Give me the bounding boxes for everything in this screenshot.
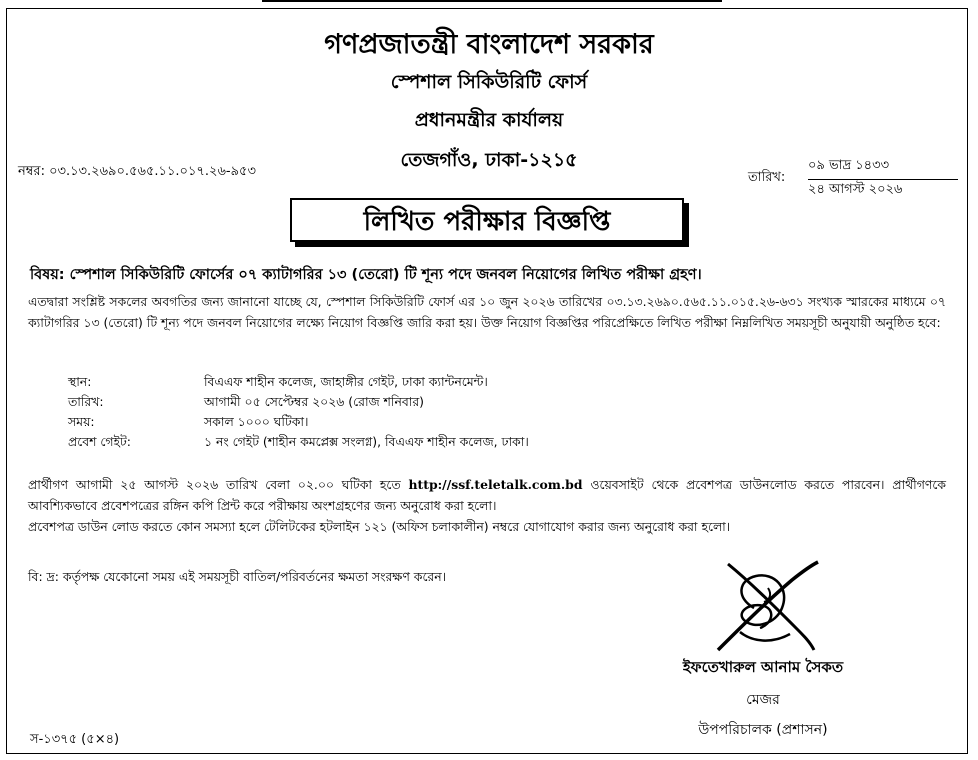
schedule-value: বিএএফ শাহীন কলেজ, জাহাঙ্গীর গেইট, ঢাকা ক্যান্টনমেন্ট। bbox=[204, 374, 488, 389]
schedule-label: প্রবেশ গেইট: bbox=[68, 434, 131, 449]
signatory-name: ইফতেখারুল আনাম সৈকত bbox=[682, 658, 844, 676]
schedule-label: স্থান: bbox=[68, 374, 92, 389]
date-english: ২৪ আগস্ট ২০২৬ bbox=[808, 182, 903, 197]
signatory-designation: উপপরিচালক (প্রশাসন) bbox=[698, 722, 828, 738]
admit-card-link[interactable]: http://ssf.teletalk.com.bd bbox=[408, 477, 583, 492]
subject-line: বিষয়: স্পেশাল সিকিউরিটি ফোর্সের ০৭ ক্যাটাগরির ১৩ (তেরো) টি শূন্য পদে জনবল নিয়োগের লিখিত পরীক্ষা গ্রহণ। bbox=[30, 267, 702, 283]
schedule-value: ১ নং গেইট (শাহীন কমপ্লেক্স সংলগ্ন), বিএএফ শাহীন কলেজ, ঢাকা। bbox=[204, 434, 529, 449]
schedule-label: সময়: bbox=[68, 414, 95, 429]
schedule-value: সকাল ১০০০ ঘটিকা। bbox=[204, 414, 309, 429]
schedule-value: আগামী ০৫ সেপ্টেম্বর ২০২৬ (রোজ শনিবার) bbox=[204, 394, 424, 409]
notice-title: লিখিত পরীক্ষার বিজ্ঞপ্তি bbox=[290, 198, 684, 242]
schedule-label: তারিখ: bbox=[68, 394, 104, 409]
admit-text-after: ওয়েবসাইট থেকে প্রবেশপত্র ডাউনলোড করতে পারবেন। প্রার্থীগণকে আবশ্যিকভাবে প্রবেশপত্রের রঙ্গিন কপি প্রিন্ট করে পরীক্ষায় অংশগ্রহণের জন্য অনুরোধ করা হলো। bbox=[28, 477, 946, 513]
admit-text-before: প্রার্থীগণ আগামী ২৫ আগস্ট ২০২৬ তারিখ বেলা ০২.০০ ঘটিকা হতে bbox=[28, 477, 409, 492]
note-paragraph: বি: দ্র: কর্তৃপক্ষ যেকোনো সময় এই সময়সূচী বাতিল/পরিবর্তনের ক্ষমতা সংরক্ষণ করেন। bbox=[28, 569, 447, 584]
signature-image bbox=[710, 558, 830, 658]
force-name: স্পেশাল সিকিউরিটি ফোর্স bbox=[390, 71, 588, 93]
print-code: স-১৩৭৫ (৫×৪) bbox=[30, 732, 120, 747]
intro-paragraph: এতদ্বারা সংশ্লিষ্ট সকলের অবগতির জন্য জানানো যাচ্ছে যে, স্পেশাল সিকিউরিটি ফোর্স এর ১০ জুন ২০২৬ তারিখের ০৩.১৩.২৬৯০.৫৬৫.১১.০১৫.২৬-৬৩১ সংখ্যক স্মারকের মাধ্যমে ০৭ ক্যাটাগরির ১৩ (তেরো) টি শূন্য পদে জনবল নিয়োগের লক্ষ্যে নিয়োগ বিজ্ঞপ্তি জারি করা হয়। উক্ত নিয়োগ বিজ্ঞপ্তির পরিপ্রেক্ষিতে লিখিত পরীক্ষা নিম্নলিখিত সময়সূচী অনুযায়ী অনুষ্ঠিত হবে: bbox=[28, 294, 946, 330]
hotline-paragraph: প্রবেশপত্র ডাউন লোড করতে কোন সমস্যা হলে টেলিটকের হটলাইন ১২১ (অফিস চলাকালীন) নম্বরে যোগাযোগ করার জন্য অনুরোধ করা হলো। bbox=[28, 519, 731, 534]
date-bengali: ০৯ ভাদ্র ১৪৩৩ bbox=[808, 156, 958, 180]
memo-number: নম্বর: ০৩.১৩.২৬৯০.৫৬৫.১১.০১৭.২৬-৯৫৩ bbox=[18, 164, 256, 179]
office-name: প্রধানমন্ত্রীর কার্যালয় bbox=[414, 109, 564, 131]
date-label: তারিখ: bbox=[748, 170, 786, 185]
admit-card-paragraph bbox=[28, 474, 946, 516]
office-address: তেজগাঁও, ঢাকা-১২১৫ bbox=[400, 149, 578, 171]
government-title: গণপ্রজাতন্ত্রী বাংলাদেশ সরকার bbox=[324, 29, 654, 60]
top-rule bbox=[262, 0, 722, 6]
signatory-rank: মেজর bbox=[746, 692, 780, 708]
